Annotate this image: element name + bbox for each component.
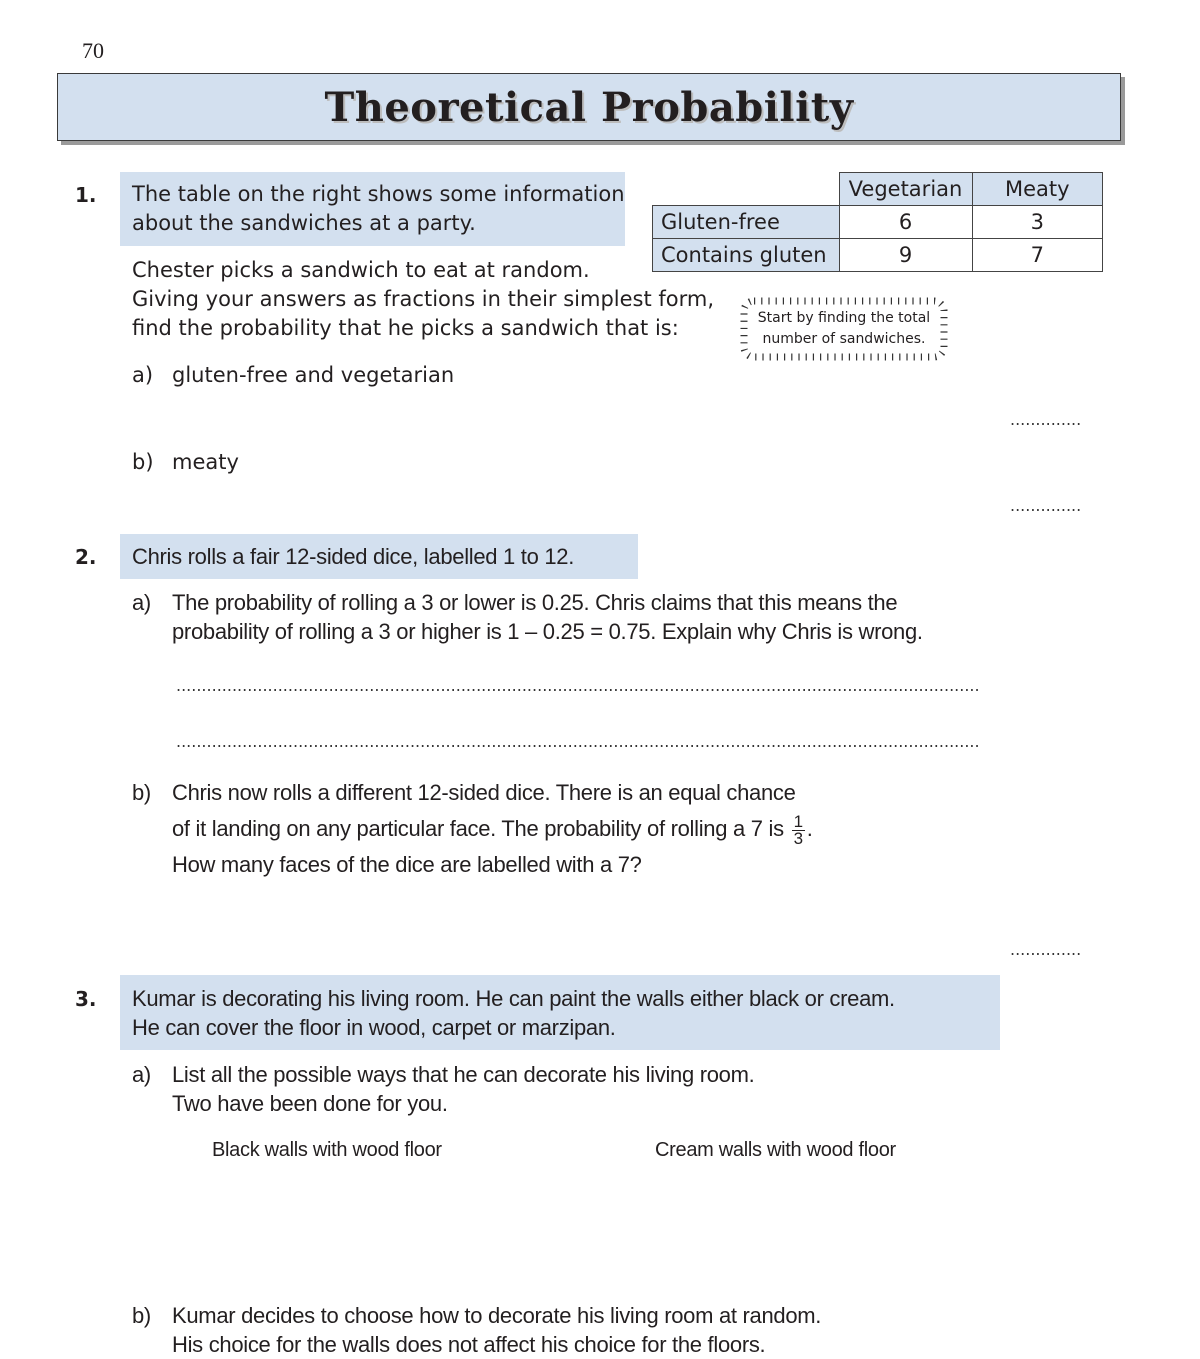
part-label: a): [132, 590, 151, 615]
q3-number: 3.: [75, 987, 97, 1011]
q2a-answer-line-1[interactable]: ..............................................................................................................................................................: [176, 676, 980, 695]
q2b-line-text: of it landing on any particular face. The probability of rolling a 7 is: [172, 816, 784, 841]
page-number: 70: [82, 38, 104, 63]
part-label: a): [132, 1062, 151, 1087]
q1-body: [132, 256, 714, 343]
q3-part-a: [132, 1060, 754, 1118]
part-text: meaty: [172, 450, 239, 474]
q3-part-b: [132, 1301, 821, 1359]
q2a-line: probability of rolling a 3 or higher is 1 – 0.25 = 0.75. Explain why Chris is wrong.: [172, 619, 923, 644]
table-cell: 6: [839, 206, 972, 239]
q1a-answer-line[interactable]: ..............: [1010, 410, 1082, 429]
table-cell: 3: [972, 206, 1103, 239]
q2b-line: [172, 811, 813, 847]
q3b-line: His choice for the walls does not affect his choice for the floors.: [172, 1332, 766, 1357]
q1-body-line: Chester picks a sandwich to eat at random.: [132, 258, 590, 282]
q3a-example-1: Black walls with wood floor: [212, 1139, 442, 1161]
q3a-line: Two have been done for you.: [172, 1091, 448, 1116]
table-row-header: Gluten-free: [653, 206, 840, 239]
q2-part-b: [132, 775, 813, 883]
q3-intro-line: Kumar is decorating his living room. He can paint the walls either black or cream.: [132, 986, 895, 1011]
part-text: gluten-free and vegetarian: [172, 363, 455, 387]
page-title: Theoretical Probability: [324, 83, 854, 131]
q3b-line: Kumar decides to choose how to decorate his living room at random.: [172, 1303, 822, 1328]
q2b-line: Chris now rolls a different 12-sided dice. There is an equal chance: [172, 780, 796, 805]
q3a-line: List all the possible ways that he can decorate his living room.: [172, 1062, 755, 1087]
hint-box: [738, 296, 950, 362]
part-label: b): [132, 780, 151, 805]
table-corner: [653, 173, 840, 206]
q1-intro-line: about the sandwiches at a party.: [132, 211, 476, 235]
sandwich-table: [652, 172, 1103, 272]
q1-body-line: Giving your answers as fractions in their simplest form,: [132, 287, 715, 311]
hint-line: Start by finding the total: [757, 310, 931, 326]
part-label: b): [132, 450, 154, 474]
table-row: [653, 239, 1103, 272]
table-row: [653, 206, 1103, 239]
hint-text: [738, 308, 950, 350]
q2a-line: The probability of rolling a 3 or lower is 0.25. Chris claims that this means the: [172, 590, 898, 615]
q1b-answer-line[interactable]: ..............: [1010, 496, 1082, 515]
q2-intro: Chris rolls a fair 12-sided dice, labelled 1 to 12.: [120, 534, 638, 579]
part-label: b): [132, 1303, 151, 1328]
hint-line: number of sandwiches.: [762, 331, 926, 347]
q1-part-a: [132, 361, 454, 390]
q1-number: 1.: [75, 183, 97, 207]
q3a-example-2: Cream walls with wood floor: [655, 1139, 896, 1161]
q2-number: 2.: [75, 545, 97, 569]
table-cell: 9: [839, 239, 972, 272]
q2b-line-suffix: .: [806, 816, 813, 841]
q2a-answer-line-2[interactable]: ..............................................................................................................................................................: [176, 732, 980, 751]
q2b-answer-line[interactable]: ..............: [1010, 940, 1082, 959]
fraction-one-third: [792, 811, 805, 848]
q1-intro-line: The table on the right shows some information: [132, 182, 625, 206]
q2b-line: How many faces of the dice are labelled with a 7?: [172, 852, 642, 877]
q3-intro-line: He can cover the floor in wood, carpet or marzipan.: [132, 1015, 616, 1040]
q1-intro: [120, 172, 625, 246]
q1-part-b: [132, 448, 239, 477]
fraction-denominator: 3: [793, 828, 803, 848]
table-row-header: Contains gluten: [653, 239, 840, 272]
table-col-header: Meaty: [972, 173, 1103, 206]
q3-intro: [120, 975, 1000, 1050]
title-banner: [57, 73, 1121, 141]
q2-part-a: [132, 588, 923, 646]
q1-body-line: find the probability that he picks a sandwich that is:: [132, 316, 679, 340]
fraction-numerator: 1: [793, 811, 803, 831]
table-header-row: [653, 173, 1103, 206]
part-label: a): [132, 363, 154, 387]
table-cell: 7: [972, 239, 1103, 272]
table-col-header: Vegetarian: [839, 173, 972, 206]
